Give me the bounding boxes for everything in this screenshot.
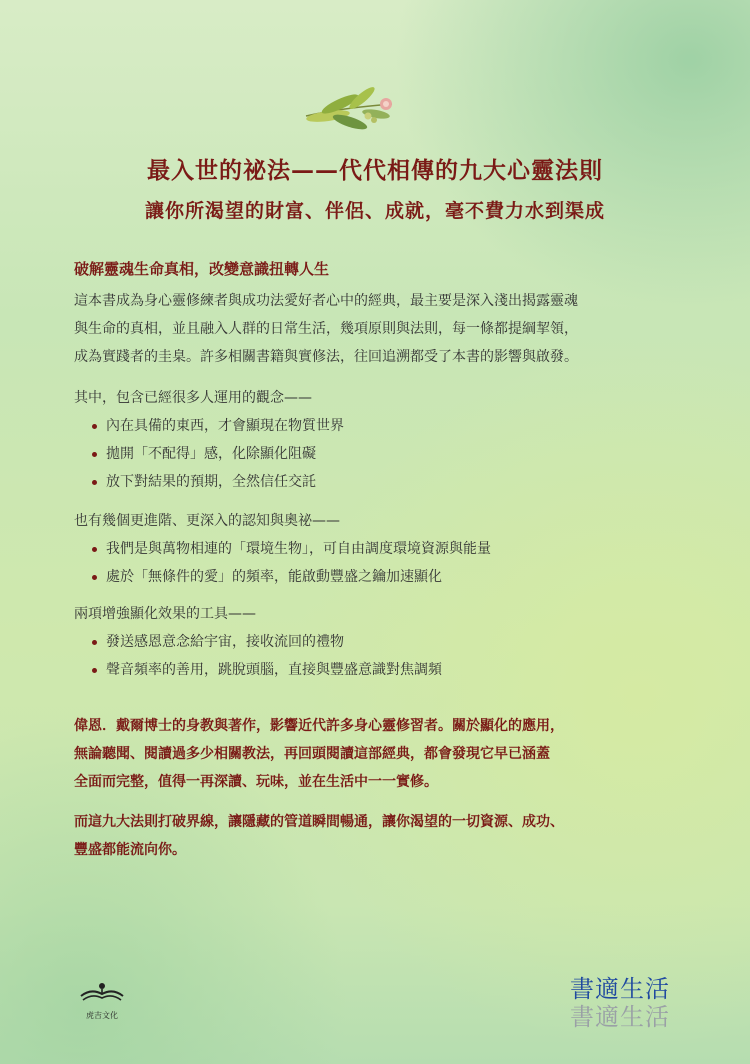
list-item: 聲音頻率的善用，跳脫頭腦，直接與豐盛意識對焦調頻: [92, 656, 684, 684]
series-name-reflection: 書適生活: [570, 1003, 670, 1031]
group2-list: [74, 535, 684, 591]
group2-lead: 也有幾個更進階、更深入的認知與奧祕——: [74, 513, 340, 529]
open-book-logo-icon: [79, 980, 125, 1004]
intro-heading: 破解靈魂生命真相，改變意識扭轉人生: [74, 260, 330, 278]
subtitle: 讓你所渴望的財富、伴侶、成就，毫不費力水到渠成: [144, 200, 605, 222]
closing-line: 全面而完整，值得一再深讀、玩味，並在生活中一一實修。: [74, 774, 438, 790]
publisher-logo: [74, 980, 130, 1021]
group3-lead: 兩項增強顯化效果的工具——: [74, 606, 256, 622]
list-item: 內在具備的東西，才會顯現在物質世界: [92, 412, 684, 440]
list-item: 放下對結果的預期，全然信任交託: [92, 468, 684, 496]
group1-list: [74, 412, 684, 496]
closing-line: 無論聽聞、閱讀過多少相關教法，再回頭閱讀這部經典，都會發現它早已涵蓋: [74, 746, 550, 762]
eucalyptus-ornament-icon: [300, 86, 410, 134]
group1-lead: 其中，包含已經很多人運用的觀念——: [74, 390, 312, 406]
closing-line: 偉恩．戴爾博士的身教與著作，影響近代許多身心靈修習者。關於顯化的應用，: [74, 718, 564, 734]
concepts-group-2: [74, 507, 684, 591]
list-item: 拋開「不配得」感，化除顯化阻礙: [92, 440, 684, 468]
list-item: 發送感恩意念給宇宙，接收流回的禮物: [92, 628, 684, 656]
list-item: 處於「無條件的愛」的頻率，能啟動豐盛之鑰加速顯化: [92, 563, 684, 591]
intro-line: 成為實踐者的圭臬。許多相關書籍與實修法，往回追溯都受了本書的影響與啟發。: [74, 349, 578, 365]
series-name: 書適生活: [570, 975, 670, 1003]
concepts-group-1: [74, 384, 684, 496]
publisher-name: 虎吉文化: [86, 1011, 118, 1020]
concepts-group-3: [74, 600, 684, 684]
group3-list: [74, 628, 684, 684]
intro-section: [74, 258, 684, 371]
list-item: 我們是與萬物相連的「環境生物」，可自由調度環境資源與能量: [92, 535, 684, 563]
intro-line: 這本書成為身心靈修練者與成功法愛好者心中的經典，最主要是深入淺出揭露靈魂: [74, 293, 578, 309]
intro-line: 與生命的真相，並且融入人群的日常生活，幾項原則與法則，每一條都提綱挈領，: [74, 321, 578, 337]
closing-line: 豐盛都能流向你。: [74, 842, 186, 858]
series-logo: [570, 975, 700, 1031]
main-title: 最入世的祕法——代代相傳的九大心靈法則: [147, 157, 603, 184]
closing-section: [74, 712, 684, 864]
closing-line: 而這九大法則打破界線，讓隱藏的管道瞬間暢通，讓你渴望的一切資源、成功、: [74, 814, 564, 830]
